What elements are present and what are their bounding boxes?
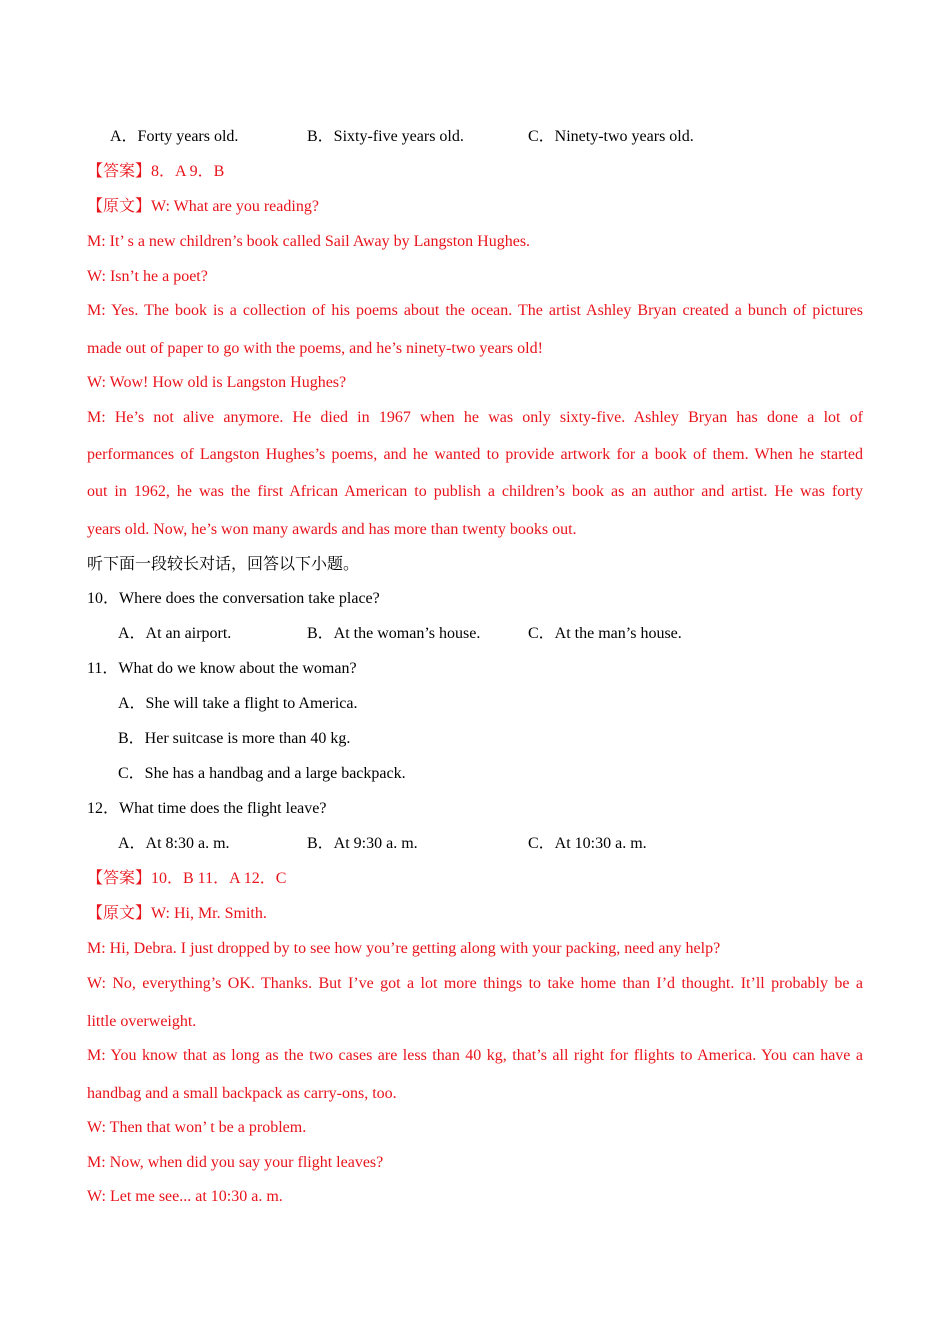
answer-key-2: 【答案】10．B 11．A 12．C <box>87 870 287 887</box>
transcript1-line: M: Yes. The book is a collection of his poems about the ocean. The artist Ashley Bryan created a bunch of pictures <box>87 302 863 319</box>
q10-option-c: C．At the man’s house. <box>528 625 682 642</box>
answer-key-1: 【答案】8．A 9．B <box>87 163 225 180</box>
transcript1-line: made out of paper to go with the poems, and he’s ninety-two years old! <box>87 340 543 357</box>
q10-question: 10．Where does the conversation take place? <box>87 590 380 607</box>
transcript1-line: W: Isn’t he a poet? <box>87 268 208 285</box>
q12-option-c: C．At 10:30 a. m. <box>528 835 647 852</box>
q9-option-c: C．Ninety-two years old. <box>528 128 694 145</box>
transcript2-line: little overweight. <box>87 1013 197 1030</box>
q9-option-a: A．Forty years old. <box>110 128 239 145</box>
q12-option-a: A．At 8:30 a. m. <box>118 835 230 852</box>
q12-option-b: B．At 9:30 a. m. <box>307 835 418 852</box>
q11-option-c: C．She has a handbag and a large backpack. <box>118 765 406 782</box>
section-instruction: 听下面一段较长对话，回答以下小题。 <box>87 556 360 573</box>
transcript1-line: out in 1962, he was the first African American to publish a children’s book as an author and artist. He was forty <box>87 483 863 500</box>
transcript1-line: years old. Now, he’s won many awards and has more than twenty books out. <box>87 521 577 538</box>
q9-option-b: B．Sixty-five years old. <box>307 128 464 145</box>
transcript1-line: 【原文】W: What are you reading? <box>87 198 319 215</box>
q12-question: 12．What time does the flight leave? <box>87 800 327 817</box>
transcript1-line: W: Wow! How old is Langston Hughes? <box>87 374 347 391</box>
transcript2-line: M: You know that as long as the two cases are less than 40 kg, that’s all right for flights to America. You can have a <box>87 1047 863 1064</box>
q11-option-a: A．She will take a flight to America. <box>118 695 358 712</box>
q11-question: 11．What do we know about the woman? <box>87 660 357 677</box>
transcript1-line: performances of Langston Hughes’s poems, and he wanted to provide artwork for a book of them. When he started <box>87 446 863 463</box>
q10-option-b: B．At the woman’s house. <box>307 625 481 642</box>
transcript1-line: M: It’ s a new children’s book called Sail Away by Langston Hughes. <box>87 233 531 250</box>
transcript2-line: M: Now, when did you say your flight leaves? <box>87 1154 384 1171</box>
q11-option-b: B．Her suitcase is more than 40 kg. <box>118 730 351 747</box>
transcript2-line: M: Hi, Debra. I just dropped by to see how you’re getting along with your packing, need any help? <box>87 940 721 957</box>
transcript2-line: W: Let me see... at 10:30 a. m. <box>87 1188 283 1205</box>
transcript2-line: W: Then that won’ t be a problem. <box>87 1119 307 1136</box>
transcript1-line: M: He’s not alive anymore. He died in 1967 when he was only sixty-five. Ashley Bryan has done a lot of <box>87 409 863 426</box>
transcript2-line: 【原文】W: Hi, Mr. Smith. <box>87 905 267 922</box>
transcript2-line: handbag and a small backpack as carry-ons, too. <box>87 1085 397 1102</box>
transcript2-line: W: No, everything’s OK. Thanks. But I’ve got a lot more things to take home than I’d thought. It’ll probably be a <box>87 975 863 992</box>
q10-option-a: A．At an airport. <box>118 625 232 642</box>
